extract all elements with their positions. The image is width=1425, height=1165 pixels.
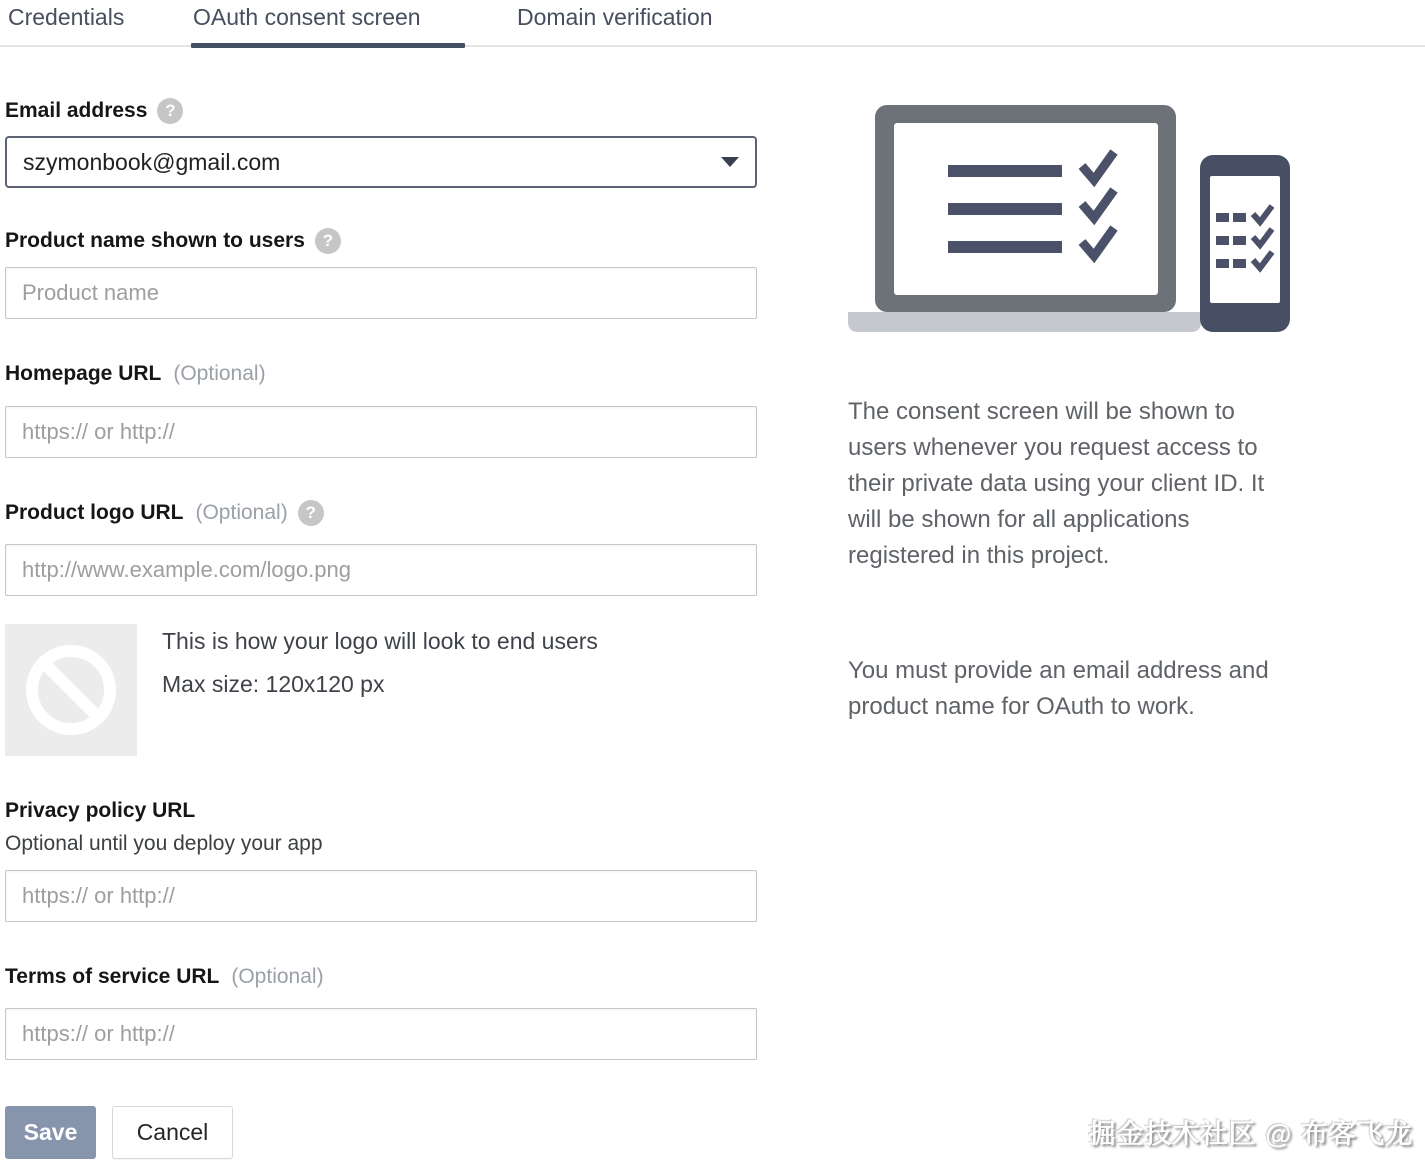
tab-bar: [0, 0, 1425, 47]
tab-oauth-consent-screen[interactable]: OAuth consent screen: [193, 4, 421, 30]
tab-domain-verification[interactable]: Domain verification: [517, 4, 713, 30]
product-logo-url-label-text: Product logo URL: [5, 501, 184, 524]
optional-hint: (Optional): [173, 362, 266, 385]
homepage-url-label: [5, 362, 266, 386]
product-logo-url-input[interactable]: [5, 544, 757, 596]
terms-of-service-url-input[interactable]: [5, 1008, 757, 1060]
blocked-icon: [25, 644, 117, 736]
chevron-down-icon: [721, 157, 739, 167]
watermark: 掘金技术社区 @ 布客飞龙: [1088, 1119, 1413, 1149]
requirements-note: You must provide an email address and product name for OAuth to work.: [848, 657, 1269, 720]
privacy-policy-url-label-text: Privacy policy URL: [5, 799, 196, 822]
help-icon[interactable]: ?: [298, 500, 324, 526]
email-address-value: szymonbook@gmail.com: [23, 148, 281, 175]
optional-hint: (Optional): [231, 965, 324, 988]
product-name-label-text: Product name shown to users: [5, 229, 305, 252]
optional-hint: (Optional): [195, 501, 288, 524]
save-button[interactable]: Save: [5, 1106, 96, 1159]
email-address-label: [5, 98, 183, 124]
product-name-label: [5, 228, 341, 254]
product-name-input[interactable]: [5, 267, 757, 319]
homepage-url-label-text: Homepage URL: [5, 362, 162, 385]
cancel-button[interactable]: Cancel: [112, 1106, 233, 1159]
logo-preview-box: [5, 624, 137, 756]
active-tab-indicator: [191, 43, 465, 48]
privacy-policy-sublabel: Optional until you deploy your app: [5, 832, 323, 855]
homepage-url-input[interactable]: [5, 406, 757, 458]
logo-preview-max-size: Max size: 120x120 px: [162, 671, 385, 697]
product-logo-url-label: [5, 500, 324, 526]
terms-of-service-url-label-text: Terms of service URL: [5, 965, 220, 988]
help-icon[interactable]: ?: [157, 98, 183, 124]
email-address-select[interactable]: [5, 136, 757, 188]
help-icon[interactable]: ?: [315, 228, 341, 254]
email-address-label-text: Email address: [5, 99, 148, 122]
consent-description: The consent screen will be shown to users whenever you request access to their private data using your client ID. It will be shown for all applications registered in this project.: [848, 398, 1265, 569]
tab-credentials[interactable]: Credentials: [8, 4, 125, 30]
laptop-phone-checklist-illustration: [848, 100, 1298, 332]
privacy-policy-url-label: [5, 799, 195, 823]
terms-of-service-url-label: [5, 965, 324, 989]
privacy-policy-url-input[interactable]: [5, 870, 757, 922]
logo-preview-caption: This is how your logo will look to end users: [162, 628, 598, 654]
